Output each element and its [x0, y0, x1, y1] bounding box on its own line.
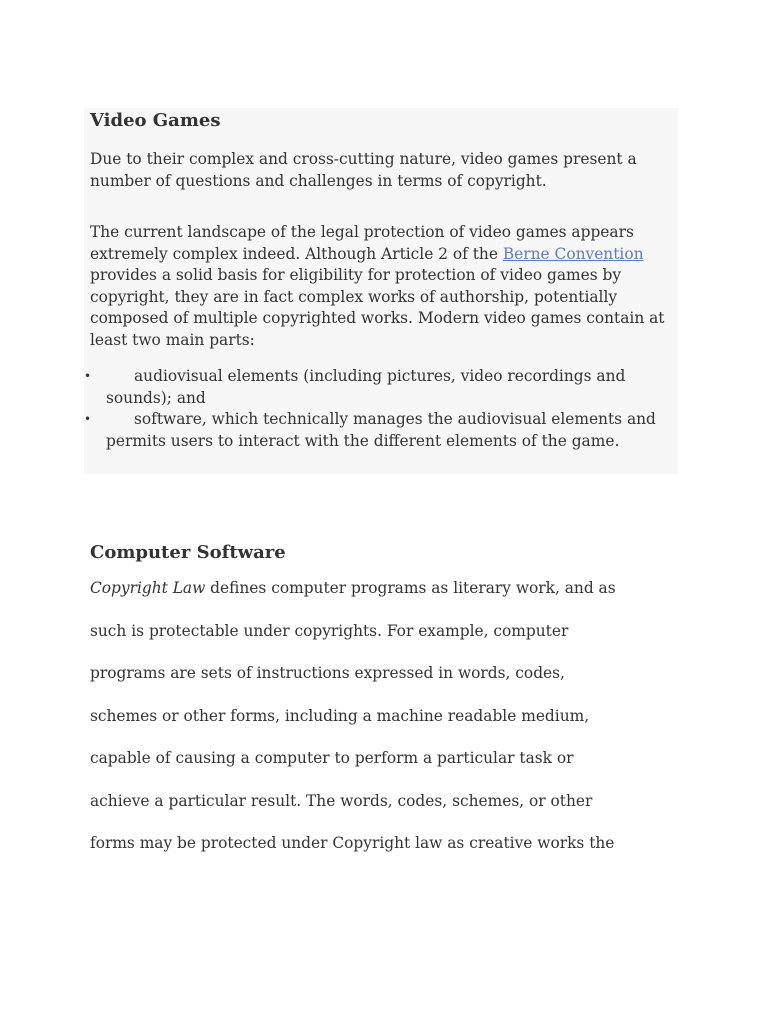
copyright-law-italic: Copyright Law	[90, 579, 206, 597]
bullet-icon: •	[84, 412, 92, 426]
text-line: forms may be protected under Copyright law as creative works the	[90, 834, 615, 852]
text-line: achieve a particular result. The words, codes, schemes, or other	[90, 791, 593, 810]
text-line	[90, 577, 690, 620]
list-item	[80, 366, 680, 409]
video-games-paragraph-1: Due to their complex and cross-cutting nature, video games present a number of questions and challenges in terms of copyright.	[90, 150, 637, 190]
video-games-heading: Video Games	[90, 110, 221, 131]
text-line: programs are sets of instructions expressed in words, codes,	[90, 664, 565, 682]
computer-software-heading: Computer Software	[90, 542, 286, 563]
list-item-text: software, which technically manages the audiovisual elements and permits users to interact with the different elements of the game.	[106, 410, 656, 450]
text-line: such is protectable under copyrights. For example, computer	[90, 621, 569, 640]
berne-convention-link[interactable]: Berne Convention	[502, 244, 644, 263]
list-item	[80, 409, 680, 452]
video-games-paragraph-2	[90, 222, 680, 351]
text-line: schemes or other forms, including a machine readable medium,	[90, 706, 590, 725]
text-line-rest: defines computer programs as literary work, and as	[205, 579, 616, 597]
paragraph-2-text-after-link: provides a solid basis for eligibility for protection of video games by copyright, they are in fact complex works of authorship, potentially composed of multiple copyrighted works. Modern video games contain at least two main parts:	[90, 266, 665, 349]
paragraph-2-text-before-link: The current landscape of the legal protection of video games appears extremely complex indeed. Although Article 2 of the	[90, 223, 634, 263]
bullet-icon: •	[84, 369, 92, 383]
computer-software-paragraph	[90, 577, 690, 875]
video-game-parts-list	[80, 366, 680, 452]
text-line: capable of causing a computer to perform a particular task or	[90, 749, 574, 767]
list-item-text: audiovisual elements (including pictures, video recordings and sounds); and	[106, 367, 626, 407]
